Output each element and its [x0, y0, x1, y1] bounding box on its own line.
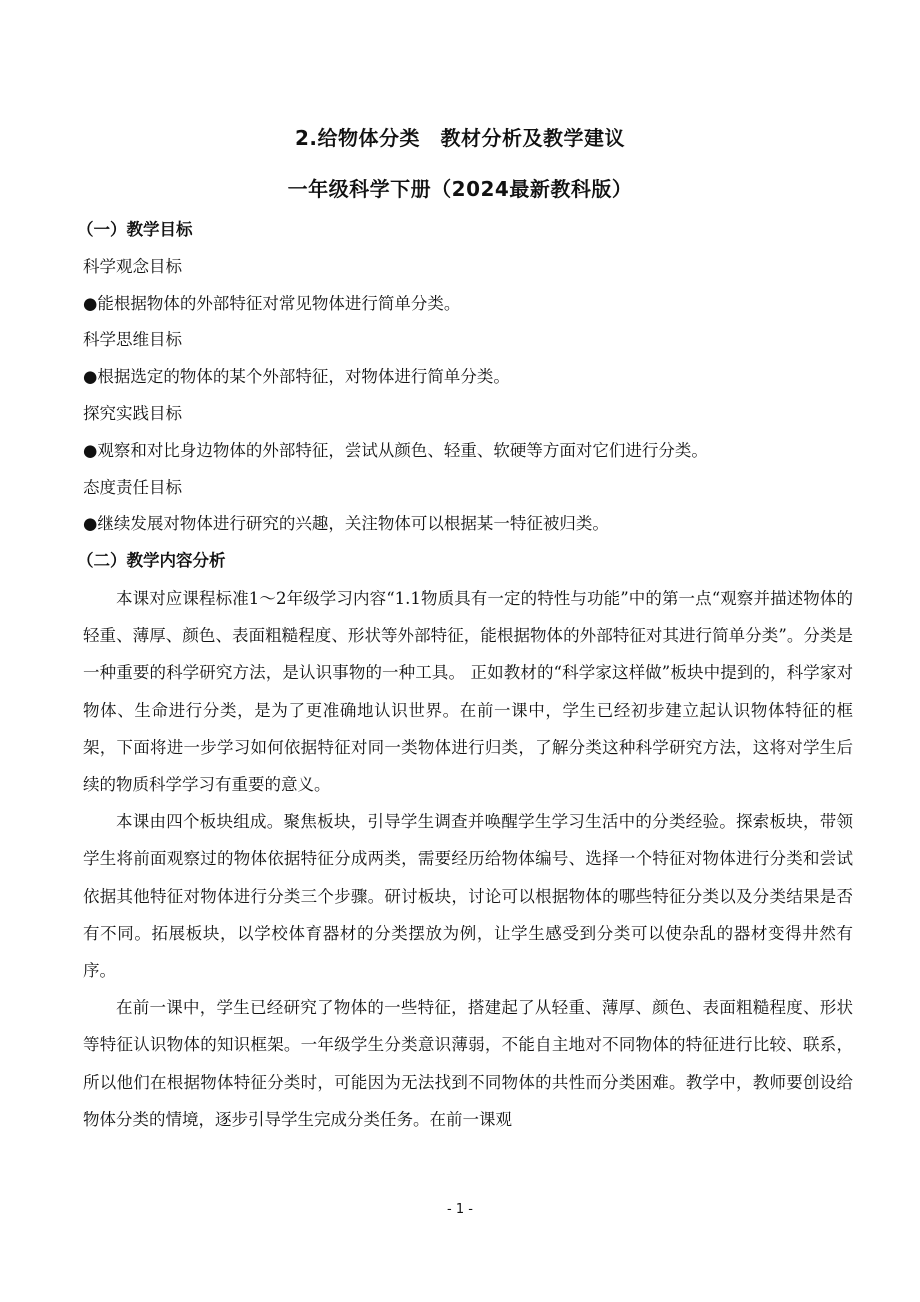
page-number: - 1 -	[447, 1202, 473, 1217]
body-paragraph: 在前一课中，学生已经研究了物体的一些特征，搭建起了从轻重、薄厚、颜色、表面粗糙程度、形状等特征认识物体的知识框架。一年级学生分类意识薄弱，不能自主地对不同物体的特征进行比较、联系，所以他们在根据物体特征分类时，可能因为无法找到不同物体的共性而分类困难。教学中，教师要创设给物体分类的情境，逐步引导学生完成分类任务。在前一课观	[83, 998, 853, 1129]
goal-label: 科学思维目标	[83, 330, 182, 350]
document-title: 2.给物体分类 教材分析及教学建议	[294, 126, 625, 150]
document-subtitle: 一年级科学下册（2024最新教科版）	[287, 177, 633, 201]
section-heading-content-analysis: （二）教学内容分析	[77, 551, 226, 571]
goal-label: 态度责任目标	[83, 477, 182, 497]
goal-bullet: ●能根据物体的外部特征对常见物体进行简单分类。	[83, 293, 461, 313]
document-body	[77, 212, 853, 1138]
goal-label: 科学观念目标	[83, 256, 182, 276]
goal-bullet: ●根据选定的物体的某个外部特征，对物体进行简单分类。	[83, 367, 510, 387]
section-heading-teaching-goals: （一）教学目标	[77, 220, 193, 239]
body-paragraph: 本课对应课程标准1～2年级学习内容“1.1物质具有一定的特性与功能”中的第一点“观察并描述物体的轻重、薄厚、颜色、表面粗糙程度、形状等外部特征，能根据物体的外部特征对其进行简单分类”。分类是一种重要的科学研究方法，是认识事物的一种工具。 正如教材的“科学家这样做”板块中提到的，科学家对物体、生命进行分类，是为了更准确地认识世界。在前一课中，学生已经初步建立起认识物体特征的框架，下面将进一步学习如何依据特征对同一类物体进行归类，了解分类这种科学研究方法，这将对学生后续的物质科学学习有重要的意义。	[83, 588, 853, 794]
goal-bullet: ●观察和对比身边物体的外部特征，尝试从颜色、轻重、软硬等方面对它们进行分类。	[83, 440, 708, 460]
body-paragraph: 本课由四个板块组成。聚焦板块，引导学生调查并唤醒学生学习生活中的分类经验。探索板块，带领学生将前面观察过的物体依据特征分成两类，需要经历给物体编号、选择一个特征对物体进行分类和尝试依据其他特征对物体进行分类三个步骤。研讨板块，讨论可以根据物体的哪些特征分类以及分类结果是否有不同。拓展板块，以学校体育器材的分类摆放为例，让学生感受到分类可以使杂乱的器材变得井然有序。	[83, 812, 853, 980]
goal-label: 探究实践目标	[83, 403, 182, 423]
goal-bullet: ●继续发展对物体进行研究的兴趣，关注物体可以根据某一特征被归类。	[83, 514, 609, 534]
